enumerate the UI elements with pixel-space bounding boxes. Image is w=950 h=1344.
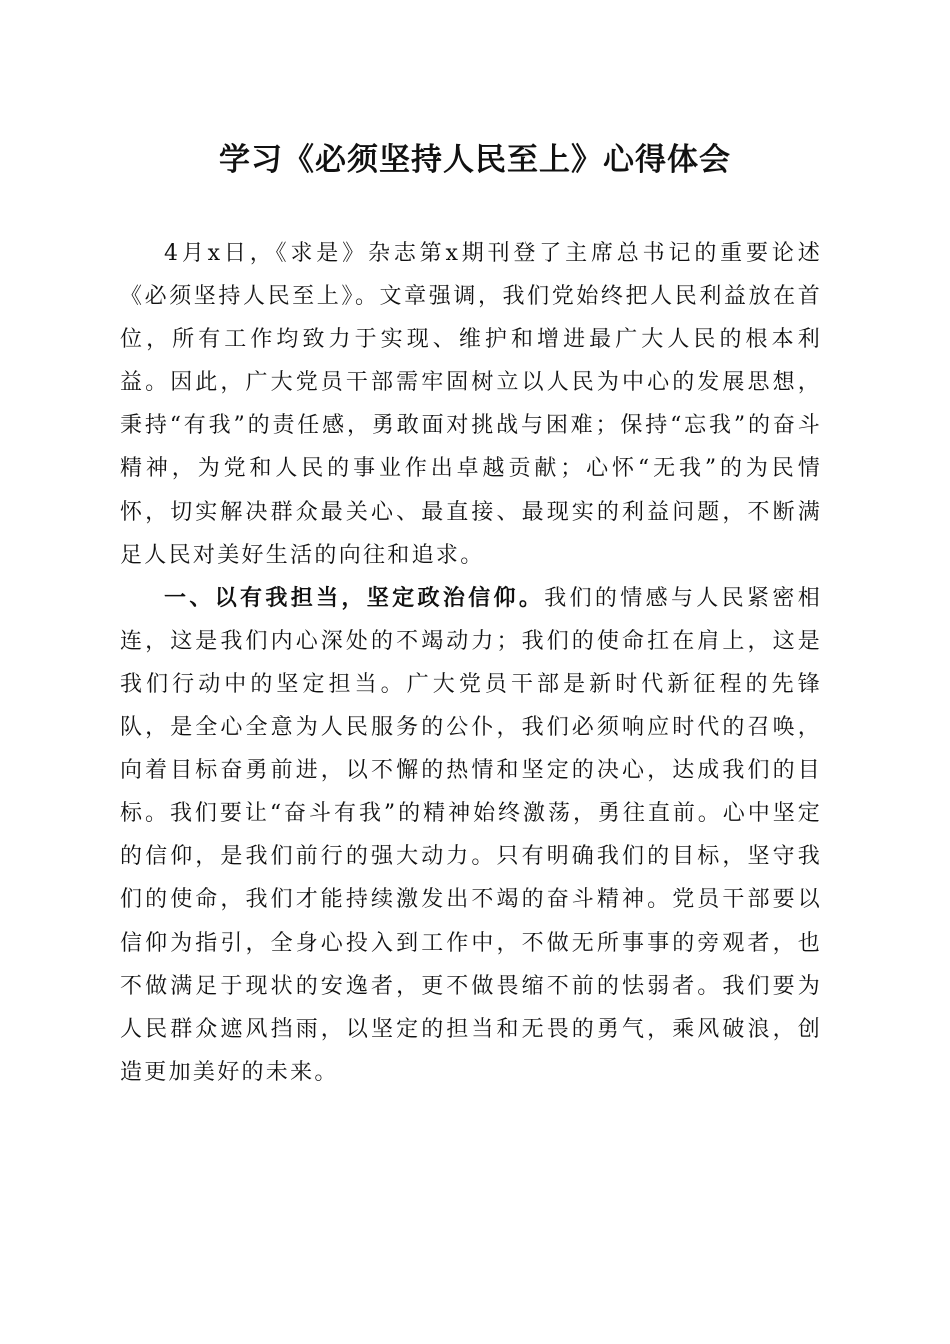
- section-1-paragraph: [120, 577, 822, 1094]
- section-1-heading: 一、以有我担当，坚定政治信仰。: [164, 585, 545, 611]
- document-title: 学习《必须坚持人民至上》心得体会: [219, 142, 731, 178]
- section-1-text: 我们的情感与人民紧密相连，这是我们内心深处的不竭动力；我们的使命扛在肩上，这是我们行动中的坚定担当。广大党员干部是新时代新征程的先锋队，是全心全意为人民服务的公仆，我们必须响应时代的召唤，向着目标奋勇前进，以不懈的热情和坚定的决心，达成我们的目标。我们要让“奋斗有我”的精神始终激荡，勇往直前。心中坚定的信仰，是我们前行的强大动力。只有明确我们的目标，坚守我们的使命，我们才能持续激发出不竭的奋斗精神。党员干部要以信仰为指引，全身心投入到工作中，不做无所事事的旁观者，也不做满足于现状的安逸者，更不做畏缩不前的怯弱者。我们要为人民群众遮风挡雨，以坚定的担当和无畏的勇气，乘风破浪，创造更加美好的未来。: [120, 585, 822, 1085]
- intro-paragraph: 4月x日，《求是》杂志第x期刊登了主席总书记的重要论述《必须坚持人民至上》。文章强调，我们党始终把人民利益放在首位，所有工作均致力于实现、维护和增进最广大人民的根本利益。因此，广大党员干部需牢固树立以人民为中心的发展思想，秉持“有我”的责任感，勇敢面对挑战与困难；保持“忘我”的奋斗精神，为党和人民的事业作出卓越贡献；心怀“无我”的为民情怀，切实解决群众最关心、最直接、最现实的利益问题，不断满足人民对美好生活的向往和追求。: [120, 241, 822, 568]
- document-body: [120, 232, 822, 1094]
